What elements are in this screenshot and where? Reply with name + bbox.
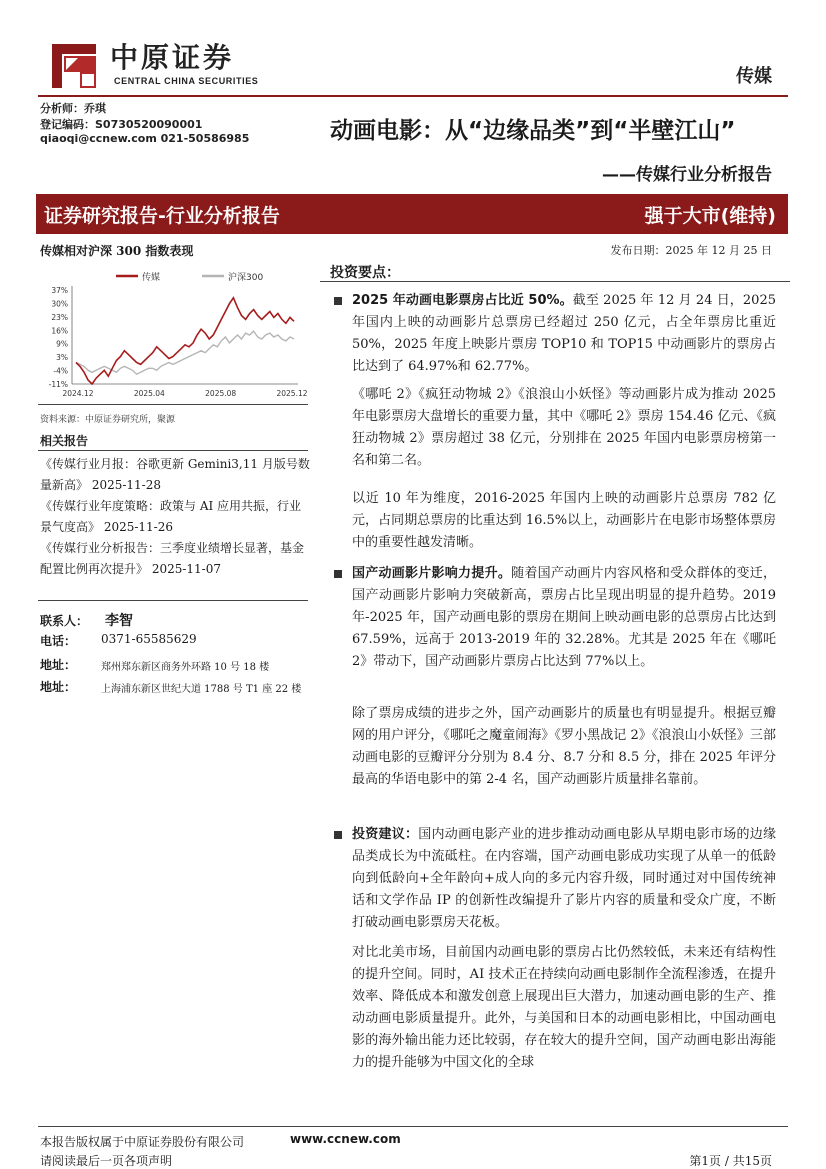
x-tick-label: 2025.12 [276,389,308,398]
x-tick-label: 2025.08 [205,389,237,398]
contact-phone-label: 电话： [40,634,77,648]
footer-copyright: 本报告版权属于中原证券股份有限公司 [40,1135,245,1149]
footer-divider [38,1126,788,1127]
paragraph-quality: 除了票房成绩的进步之外，国产动画影片的质量也有明显提升。根据豆瓣网的用户评分，《哪吒之魔童闹海》《罗小黑战记 2》《浪浪山小妖怪》三部动画电影的豆瓣评分分别为 8.4 分、8.7 分和 8.5 分，排在 2025 年评分最高的华语电影中的第 2-4 名，国产动画影片质量排名靠前。 [352,706,776,787]
header-divider [38,95,788,97]
highlight-investment-advice-lead: 投资建议： [352,827,419,842]
paragraph-top-films: 《哪吒 2》《疯狂动物城 2》《浪浪山小妖怪》等动画影片成为推动 2025 年电影票房大盘增长的重要力量，其中《哪吒 2》票房 154.46 亿元、《疯狂动物城 2》票房超过 38 亿元，分别排在 2025 年国内电影票房榜第一名和第二名。 [352,387,776,468]
analyst-reg-code: 登记编码：S0730520090001 [40,118,203,131]
report-title: 动画电影：从“边缘品类”到“半壁江山” [330,118,736,144]
rating: 强于大市(维持) [644,205,776,227]
contact-address-label-1: 地址： [40,658,77,672]
company-logo-icon [50,42,98,90]
contact-person: 李智 [105,613,133,629]
investment-divider [320,281,790,282]
y-tick-label: 3% [56,353,68,363]
footer-url-link[interactable]: www.ccnew.com [290,1132,401,1146]
contact-address-label-2: 地址： [40,680,77,694]
publish-date: 发布日期：2025 年 12 月 25 日 [610,244,772,257]
analyst-contact: qiaoqi@ccnew.com 021-50586985 [40,132,250,145]
series-line-csi300 [76,331,294,374]
y-tick-label: 37% [51,286,68,295]
footer-disclaimer: 请阅读最后一页各项声明 [40,1154,173,1168]
contact-address-1: 郑州郑东新区商务外环路 10 号 18 楼 [101,662,270,673]
highlight-box-office-share-text: 截至 2025 年 12 月 24 日，2025 年国内上映的动画影片总票房已经超过 250 亿元，占全年票房比重近 50%，2025 年度上映影片票房 TOP10 和 TOP15 中动画影片的票房占比达到了 64.97%和 62.77%。 [352,293,776,374]
highlight-investment-advice [352,824,776,934]
y-tick-label: 23% [51,312,68,322]
related-reports-heading: 相关报告 [40,434,89,448]
performance-chart [38,262,308,404]
company-logo-en: CENTRAL CHINA SECURITIES [114,76,259,86]
contact-person-label: 联系人： [40,614,89,628]
y-tick-label: -11% [48,380,68,389]
highlight-domestic-influence-lead: 国产动画影片影响力提升。 [352,566,512,581]
bullet-icon [334,297,342,305]
page-number: 第1页 / 共15页 [689,1154,772,1168]
contact-phone: 0371-65585629 [101,632,197,646]
paragraph-outlook: 对比北美市场，目前国内动画电影的票房占比仍然较低，未来还有结构性的提升空间。同时，AI 技术正在持续向动画电影制作全流程渗透，在提升效率、降低成本和激发创意上展现出巨大潜力，加速动画电影的生产、推动动画电影质量提升。此外，与美国和日本的动画电影相比，中国动画电影的海外输出能力还比较弱，存在较大的提升空间，国产动画电影出海能力的提升能够为中国文化的全球 [352,945,776,1070]
highlight-domestic-influence-text: 随着国产动画片内容风格和受众群体的变迁，国产动画影片影响力突破新高，票房占比呈现出明显的提升趋势。2019 年-2025 年，国产动画电影的票房在期间上映动画电影的总票房占比达到 67.59%，远高于 2013-2019 年的 32.28%。尤其是 2025 年在《哪吒 2》带动下，国产动画影片票房占比达到 77%以上。 [352,566,776,669]
chart-title: 传媒相对沪深 300 指数表现 [40,244,194,258]
contact-address-2: 上海浦东新区世纪大道 1788 号 T1 座 22 楼 [101,684,302,695]
legend-label: 传媒 [142,273,161,283]
investment-highlights-heading: 投资要点： [330,265,400,281]
highlight-box-office-share-lead: 2025 年动画电影票房占比近 50%。 [352,293,573,308]
related-report-1[interactable]: 《传媒行业月报：谷歌更新 Gemini3,11 月版号数量新高》 2025-11-28 [40,457,310,492]
highlight-box-office-share [352,290,776,378]
related-divider [38,450,308,451]
analyst-name: 分析师：乔琪 [40,102,106,115]
bullet-icon [334,831,342,839]
x-tick-label: 2025.04 [133,389,165,398]
industry-tag: 传媒 [736,66,772,87]
y-tick-label: -4% [53,366,68,376]
chart-source: 资料来源：中原证券研究所，聚源 [40,415,176,425]
x-tick-label: 2024.12 [62,389,94,398]
report-type: 证券研究报告-行业分析报告 [44,205,280,227]
legend-label: 沪深300 [228,273,264,283]
paragraph-ten-year: 以近 10 年为维度，2016-2025 年国内上映的动画影片总票房 782 亿元，占同期总票房的比重达到 16.5%以上，动画影片在电影市场整体票房中的重要性越发清晰。 [352,491,776,550]
related-report-3[interactable]: 《传媒行业分析报告：三季度业绩增长显著，基金配置比例再次提升》 2025-11-07 [40,541,305,576]
contact-divider [38,600,308,601]
bullet-icon [334,570,342,578]
highlight-domestic-influence [352,563,776,673]
company-logo-cn: 中原证券 [110,41,235,74]
report-subtitle: ——传媒行业分析报告 [602,165,772,185]
related-report-2[interactable]: 《传媒行业年度策略：政策与 AI 应用共振，行业景气度高》 2025-11-26 [40,499,302,534]
highlight-investment-advice-text: 国内动画电影产业的进步推动动画电影从早期电影市场的边缘品类成长为中流砥柱。在内容端，国产动画电影成功实现了从单一的低龄向到低龄向+全年龄向+成人向的多元内容升级，同时通过对中国传统神话和文学作品 IP 的创新性改编提升了影片内容的质量和受众广度，不断打破动画电影票房天花板。 [352,827,776,930]
chart-divider [38,404,308,405]
y-tick-label: 16% [51,326,68,336]
series-line-media [76,298,294,384]
y-tick-label: 9% [56,339,68,349]
y-tick-label: 30% [51,299,68,309]
